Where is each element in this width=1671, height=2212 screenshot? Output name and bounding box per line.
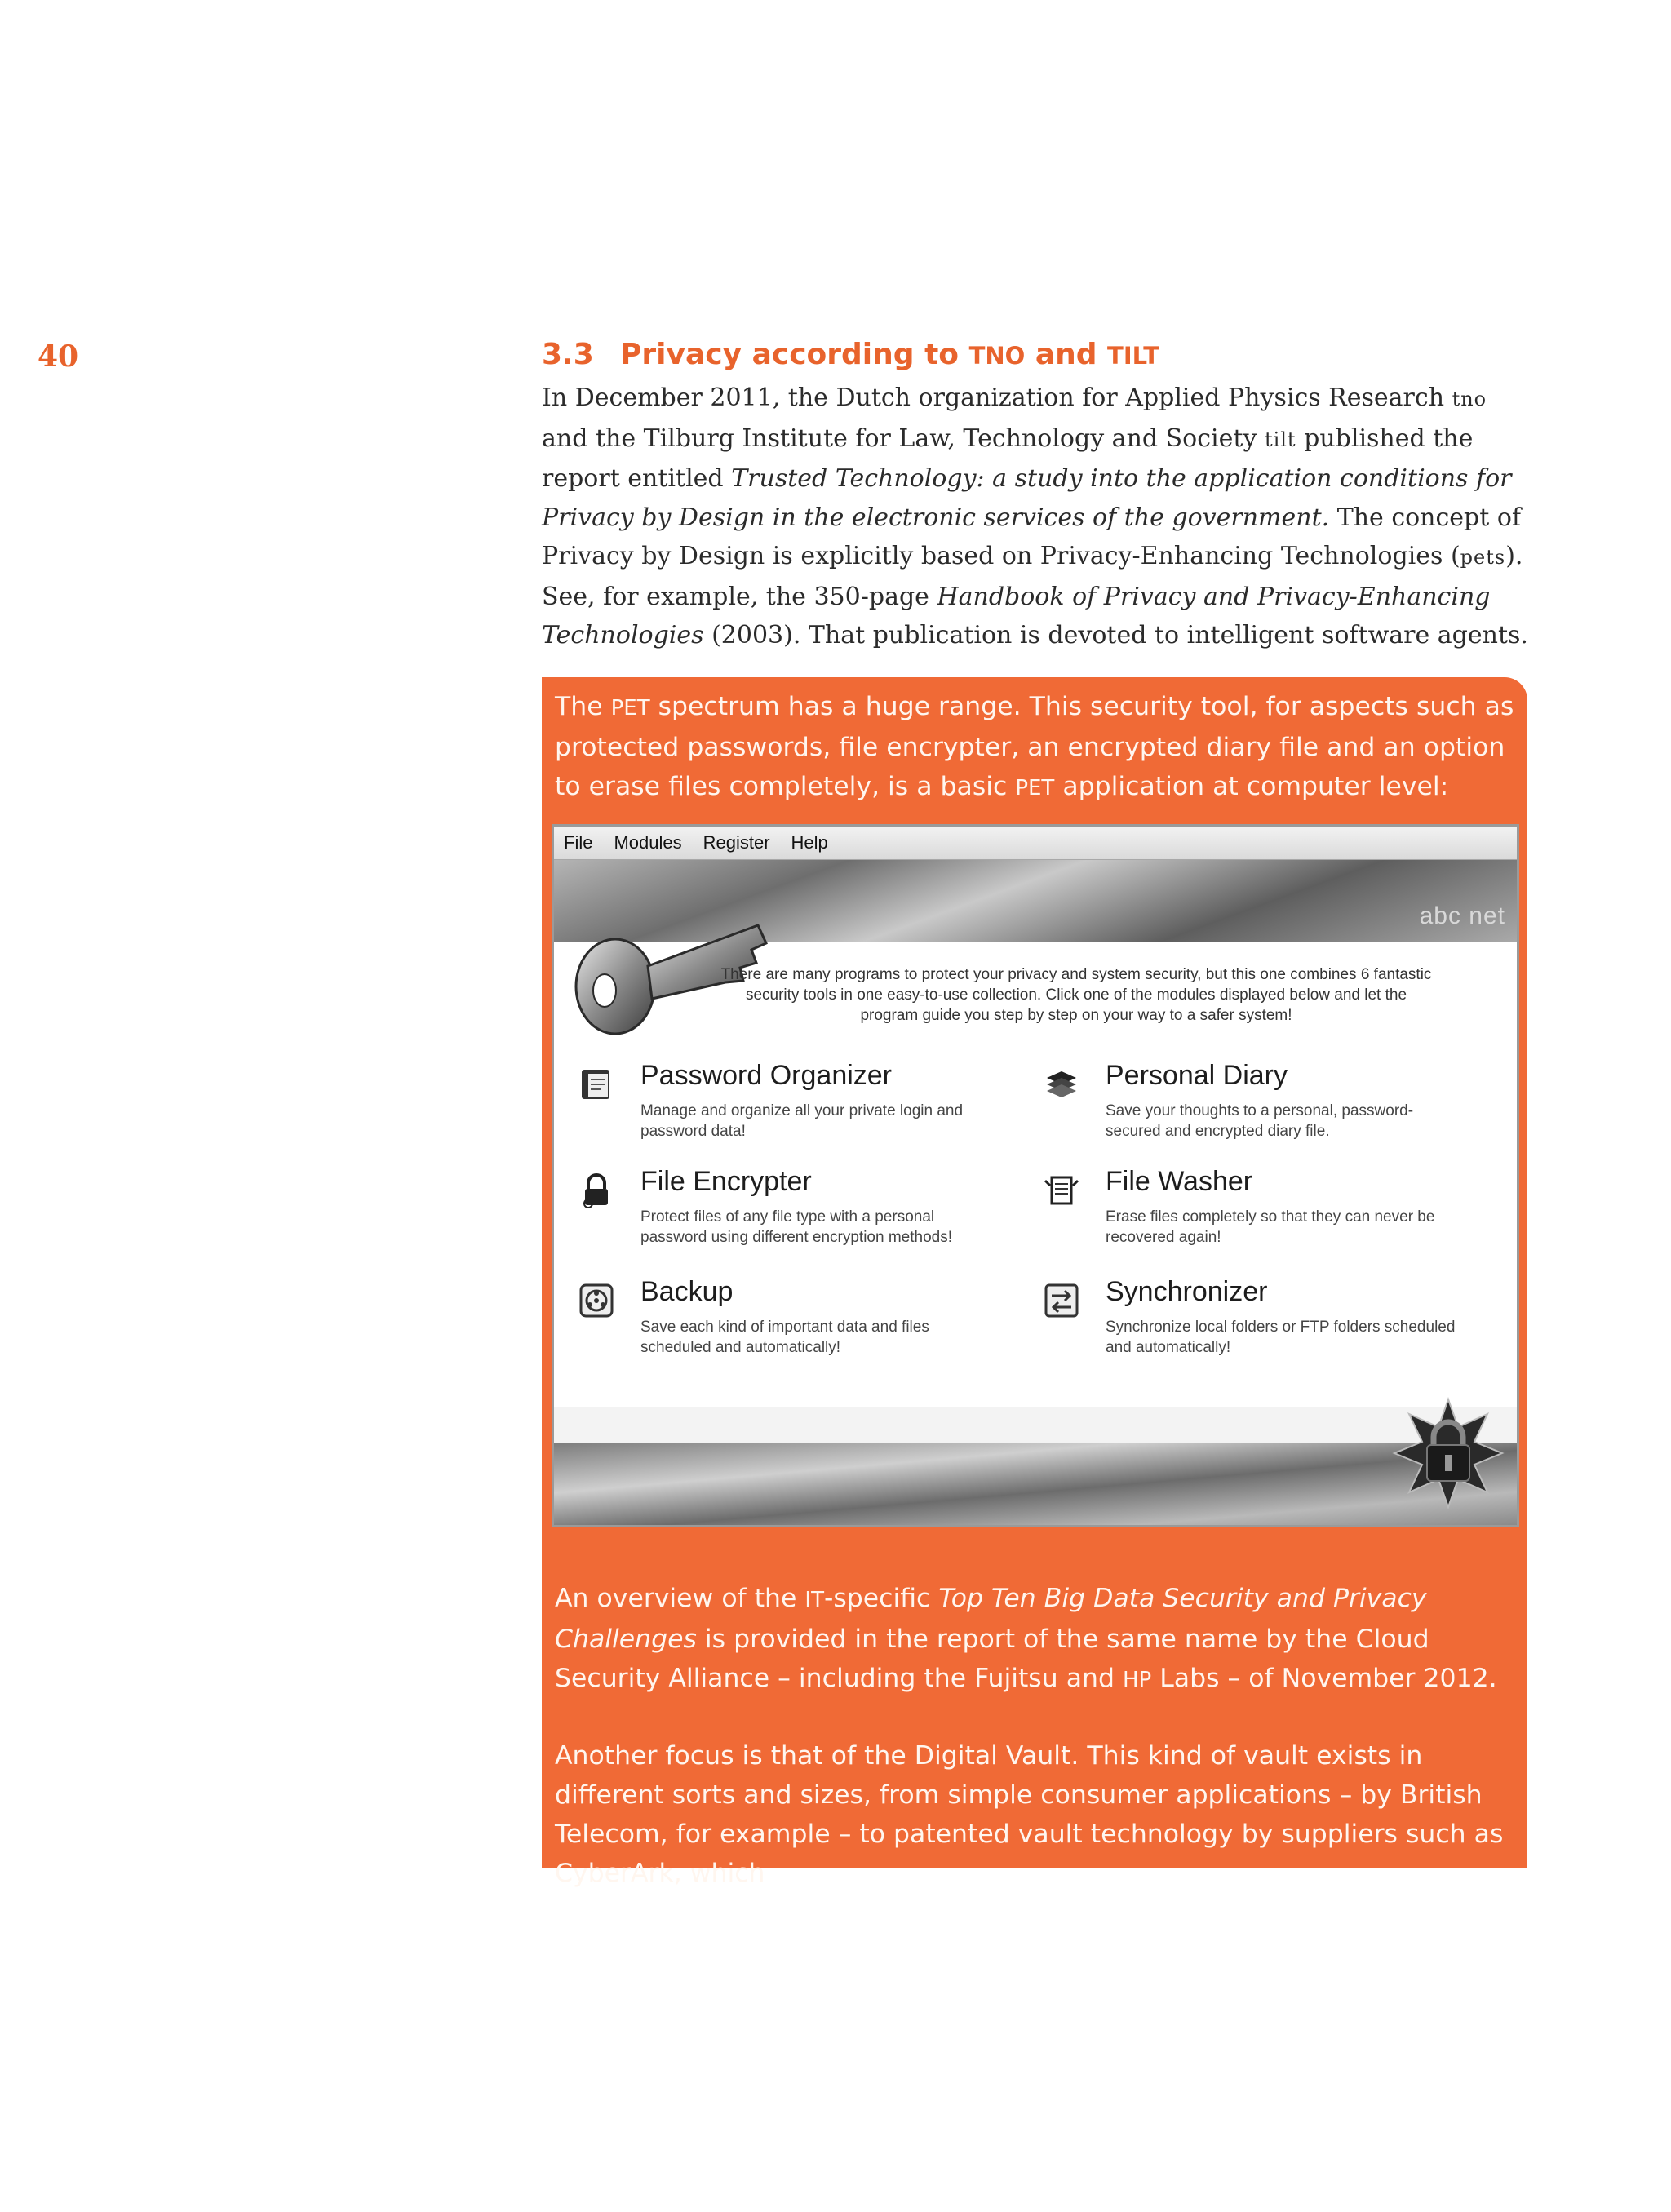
backup-icon	[578, 1283, 614, 1319]
module-title: Backup	[640, 1276, 734, 1307]
body-text-segment: ). See, for example, the 350-page	[542, 542, 1523, 611]
menu-file[interactable]: File	[564, 832, 593, 853]
abbr-hp: HP	[1122, 1668, 1152, 1692]
module-title: File Washer	[1106, 1166, 1253, 1197]
menu-help[interactable]: Help	[791, 832, 828, 853]
callout-text-segment: Labs – of November 2012.	[1151, 1664, 1497, 1693]
section-number: 3.3	[542, 338, 594, 371]
body-paragraph	[542, 379, 1536, 655]
abbr-pets: pets	[1460, 546, 1506, 569]
brand-logo: abc net	[1419, 902, 1505, 929]
abbr-pet: PET	[610, 696, 650, 720]
body-text-segment: (2003). That publication is devoted to intelligent software agents.	[703, 621, 1528, 649]
abbr-pet: PET	[1015, 776, 1055, 800]
menu-register[interactable]: Register	[703, 832, 770, 853]
body-text-segment: In December 2011, the Dutch organization for Applied Physics Research	[542, 383, 1452, 412]
callout-text-segment: Another focus is that of the Digital Vault. This kind of vault exists in different sorts and sizes, from simple consumer applications – by British Telecom, for example – to patented vault technology by suppliers such as CyberArk, which	[555, 1741, 1504, 1888]
module-description: Manage and organize all your private login and password data!	[640, 1102, 964, 1140]
module-title: Synchronizer	[1106, 1276, 1268, 1307]
software-screenshot	[552, 824, 1519, 1527]
section-title-tno: TNO	[968, 342, 1026, 370]
page-number: 40	[38, 339, 79, 374]
callout-text-segment: is provided in the report of the same name by the Cloud Security Alliance – including the Fujitsu and	[555, 1625, 1429, 1693]
menu-modules[interactable]: Modules	[614, 832, 682, 853]
body-text-segment: and the Tilburg Institute for Law, Technology and Society	[542, 423, 1265, 453]
app-banner-bottom	[554, 1443, 1517, 1525]
report-title-italic: Top Ten Big Data Security and Privacy Challenges	[555, 1584, 1427, 1654]
module-title: Personal Diary	[1106, 1060, 1288, 1091]
file-washer-icon	[1044, 1172, 1079, 1208]
section-title-tilt: TILT	[1107, 342, 1160, 370]
module-title: Password Organizer	[640, 1060, 893, 1091]
app-body	[554, 942, 1517, 1407]
callout-text-segment: application at computer level:	[1054, 772, 1449, 801]
callout-paragraph-1	[555, 687, 1526, 808]
body-text-segment: published the report entitled	[542, 423, 1474, 493]
report-title: Trusted Technology: a study into the application conditions for Privacy by Design in the electronic services of the government.	[542, 464, 1512, 532]
callout-text-segment: The	[555, 692, 611, 721]
body-text-segment: The concept of Privacy by Design is explicitly based on Privacy-Enhancing Technologies (	[542, 503, 1522, 570]
module-description: Save your thoughts to a personal, password-secured and encrypted diary file.	[1106, 1102, 1414, 1140]
section-title-prefix: Privacy according to	[620, 338, 969, 371]
personal-diary-icon	[1044, 1066, 1079, 1102]
section-title-and: and	[1025, 338, 1108, 371]
abbr-tno: tno	[1452, 388, 1487, 410]
abbr-tilt: tilt	[1264, 428, 1296, 451]
file-encrypter-icon	[578, 1172, 614, 1208]
module-description: Protect files of any file type with a personal password using different encryption methods!	[640, 1208, 952, 1246]
password-organizer-icon	[578, 1066, 614, 1102]
callout-text-segment: An overview of the	[555, 1584, 805, 1613]
callout-paragraph-3	[555, 1736, 1526, 1893]
app-menubar	[554, 827, 1517, 860]
synchronizer-icon	[1044, 1283, 1079, 1319]
handbook-title: Handbook of Privacy and Privacy-Enhancing Technologies	[542, 582, 1491, 649]
callout-text-segment: spectrum has a huge range. This security tool, for aspects such as protected passwords, file encrypter, an encrypted diary file and an option to erase files completely, is a basic	[555, 692, 1514, 801]
abbr-it: IT	[804, 1588, 824, 1612]
module-description: Erase files completely so that they can never be recovered again!	[1106, 1208, 1435, 1246]
intro-text: There are many programs to protect your privacy and system security, but this one combines 6 fantastic security tools in one easy-to-use collection. Click one of the modules displayed below and let the program guide you step by step on your way to a safer system!	[720, 966, 1432, 1024]
module-title: File Encrypter	[640, 1166, 812, 1197]
callout-paragraph-2	[555, 1579, 1526, 1700]
section-heading	[542, 338, 1159, 371]
callout-text-segment: -specific	[823, 1584, 939, 1613]
module-description: Synchronize local folders or FTP folders scheduled and automatically!	[1106, 1319, 1456, 1356]
lock-icon	[1391, 1396, 1505, 1510]
module-description: Save each kind of important data and files scheduled and automatically!	[640, 1319, 929, 1356]
